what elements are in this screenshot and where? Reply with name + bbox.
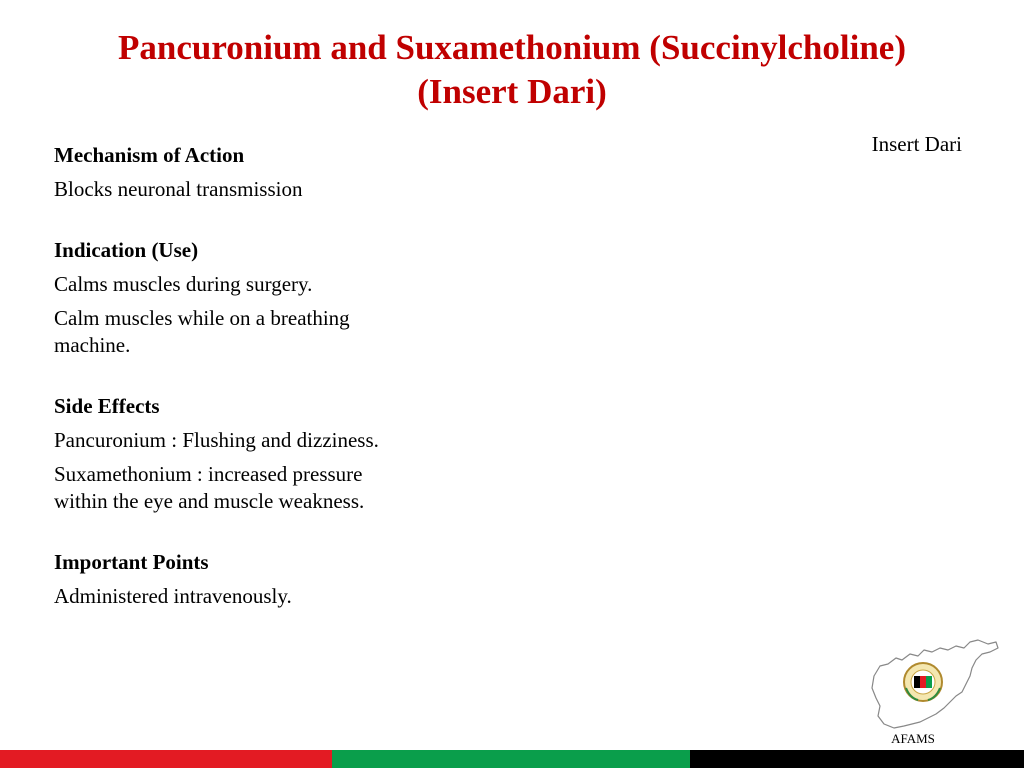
afghanistan-map-emblem-icon — [866, 636, 1000, 736]
section-indication — [54, 237, 384, 359]
flag-color-bar — [0, 750, 1024, 768]
section-paragraph: Suxamethonium : increased pressure within the eye and muscle weakness. — [54, 462, 365, 513]
section-paragraph: Calms muscles during surgery. — [54, 272, 313, 296]
emblem-flag-black — [914, 676, 920, 688]
title-line-1: Pancuronium and Suxamethonium (Succinylcholine) — [118, 28, 906, 67]
dari-placeholder-text: Insert Dari — [871, 132, 962, 156]
section-paragraph: Administered intravenously. — [54, 584, 292, 608]
section-important-points — [54, 549, 384, 610]
emblem-flag-red — [920, 676, 926, 688]
section-side-effects — [54, 393, 384, 515]
section-paragraph: Blocks neuronal transmission — [54, 177, 303, 201]
logo-caption: AFAMS — [891, 731, 935, 746]
emblem-flag-green — [926, 676, 932, 688]
flag-bar-red — [0, 750, 332, 768]
section-paragraph: Pancuronium : Flushing and dizziness. — [54, 428, 379, 452]
content-column — [54, 142, 384, 610]
section-heading: Side Effects — [54, 394, 160, 418]
section-mechanism — [54, 142, 384, 203]
section-paragraph: Calm muscles while on a breathing machine. — [54, 306, 350, 357]
slide-title — [40, 26, 984, 114]
section-heading: Indication (Use) — [54, 238, 199, 262]
section-heading: Mechanism of Action — [54, 143, 245, 167]
flag-bar-green — [332, 750, 690, 768]
section-heading: Important Points — [54, 550, 209, 574]
flag-bar-black — [690, 750, 1024, 768]
title-line-2: (Insert Dari) — [417, 72, 607, 111]
